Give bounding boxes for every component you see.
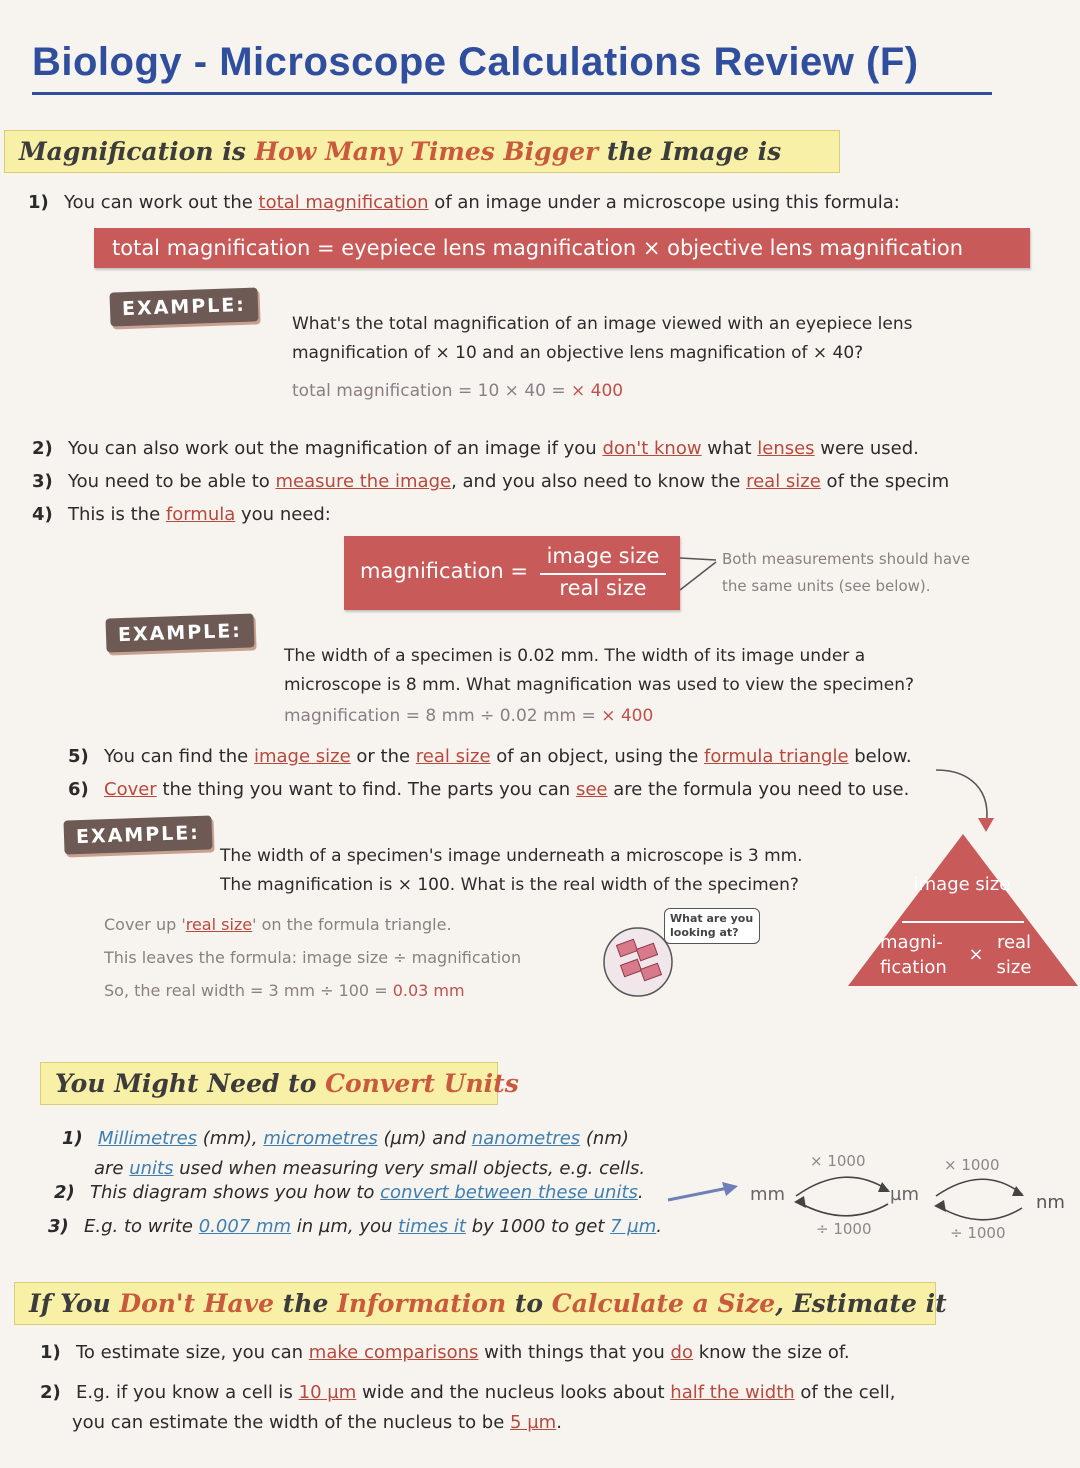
key-term: real size bbox=[185, 915, 253, 934]
text: E.g. to write bbox=[84, 1216, 199, 1237]
key-term: Cover bbox=[104, 779, 157, 800]
key-term: Millimetres bbox=[98, 1128, 198, 1149]
heading-text: If You bbox=[29, 1289, 120, 1318]
text: (µm) and bbox=[377, 1128, 472, 1149]
text: Cover up ' bbox=[104, 915, 186, 934]
example-2-question bbox=[284, 642, 914, 700]
paragraph-4 bbox=[32, 504, 331, 525]
item-number: 3) bbox=[32, 471, 53, 492]
title-underline bbox=[32, 92, 992, 95]
example-label-2: EXAMPLE: bbox=[105, 613, 254, 652]
key-term: half the width bbox=[670, 1382, 795, 1403]
note-line: Both measurements should have bbox=[722, 550, 971, 568]
heading-text: Magnification is bbox=[19, 137, 255, 166]
divide-1000-label-2: ÷ 1000 bbox=[950, 1224, 1006, 1242]
text: of the specim bbox=[820, 471, 950, 492]
item-number: 2) bbox=[54, 1182, 75, 1203]
example-3-working bbox=[104, 908, 521, 1007]
item-number: 1) bbox=[62, 1128, 83, 1149]
text: . bbox=[656, 1216, 662, 1237]
estimate-paragraph-2 bbox=[40, 1378, 895, 1438]
section-heading-convert-units bbox=[40, 1062, 519, 1105]
paragraph-1 bbox=[28, 192, 900, 213]
text: used when measuring very small objects, e.g. cells. bbox=[173, 1158, 646, 1179]
working-step-2: This leaves the formula: image size ÷ magnification bbox=[104, 948, 522, 967]
unit-um: µm bbox=[890, 1184, 919, 1205]
formula-magnification-box bbox=[344, 536, 680, 610]
key-term: measure the image bbox=[275, 471, 452, 492]
key-term: formula bbox=[165, 504, 236, 525]
key-term: lenses bbox=[757, 438, 815, 459]
fraction-bar bbox=[540, 573, 666, 575]
section-heading-magnification bbox=[4, 130, 840, 173]
key-term: real size bbox=[415, 746, 491, 767]
note-pointer-lines bbox=[680, 550, 720, 600]
heading-accent: Don't Have bbox=[119, 1289, 275, 1318]
text: below. bbox=[848, 746, 912, 767]
note-line: the same units (see below). bbox=[722, 577, 931, 595]
question-line: The magnification is × 100. What is the real width of the specimen? bbox=[220, 875, 799, 895]
text: You need to be able to bbox=[68, 471, 276, 492]
key-term: image size bbox=[253, 746, 351, 767]
text: the thing you want to find. The parts you can bbox=[156, 779, 576, 800]
text: This is the bbox=[68, 504, 166, 525]
text: in µm, you bbox=[291, 1216, 399, 1237]
text: you need: bbox=[235, 504, 331, 525]
heading-text: the bbox=[274, 1289, 338, 1318]
divide-1000-label-1: ÷ 1000 bbox=[816, 1220, 872, 1238]
key-term: 5 µm bbox=[510, 1412, 557, 1433]
text: , and you also need to know the bbox=[451, 471, 747, 492]
text: or the bbox=[350, 746, 416, 767]
text: are the formula you need to use. bbox=[607, 779, 910, 800]
example-2-calculation bbox=[284, 706, 653, 726]
text: This diagram shows you how to bbox=[90, 1182, 381, 1203]
formula-total-magnification: total magnification = eyepiece lens magnification × objective lens magnification bbox=[94, 228, 1030, 268]
item-number: 2) bbox=[40, 1382, 61, 1403]
heading-accent: How Many Times Bigger bbox=[254, 137, 599, 166]
heading-accent: Convert Units bbox=[325, 1069, 519, 1098]
text: were used. bbox=[814, 438, 919, 459]
text: know the size of. bbox=[692, 1342, 850, 1363]
triangle-right-real-size: real size bbox=[996, 932, 1032, 978]
times-1000-label-2: × 1000 bbox=[944, 1156, 1000, 1174]
text: (mm), bbox=[197, 1128, 264, 1149]
key-term: times it bbox=[398, 1216, 466, 1237]
key-term: see bbox=[575, 779, 608, 800]
paragraph-5 bbox=[68, 746, 912, 767]
units-paragraph-1 bbox=[62, 1124, 645, 1184]
example-1-calculation bbox=[292, 381, 623, 401]
text: of an image under a microscope using this formula: bbox=[428, 192, 900, 213]
formula-left: magnification = bbox=[360, 559, 528, 583]
key-term: micrometres bbox=[263, 1128, 378, 1149]
item-number: 2) bbox=[32, 438, 53, 459]
formula-numerator: image size bbox=[546, 544, 660, 568]
heading-text: , Estimate it bbox=[775, 1289, 947, 1318]
question-line: The width of a specimen is 0.02 mm. The width of its image under a bbox=[284, 646, 866, 666]
triangle-top-image-size: image size bbox=[913, 874, 1011, 895]
heading-text: You Might Need to bbox=[55, 1069, 326, 1098]
text: by 1000 to get bbox=[465, 1216, 611, 1237]
key-term: 7 µm bbox=[610, 1216, 657, 1237]
calc-text: magnification = 8 mm ÷ 0.02 mm = bbox=[284, 706, 602, 726]
heading-accent: Calculate a Size bbox=[551, 1289, 776, 1318]
text: you can estimate the width of the nucleus to be bbox=[72, 1412, 511, 1433]
working-step-3 bbox=[104, 974, 521, 1007]
formula-note bbox=[722, 546, 970, 600]
arrow-to-triangle-icon bbox=[930, 760, 1010, 840]
text: what bbox=[701, 438, 758, 459]
question-line: What's the total magnification of an image viewed with an eyepiece lens bbox=[292, 314, 913, 334]
question-line: The width of a specimen's image underneath a microscope is 3 mm. bbox=[220, 846, 803, 866]
text: of the cell, bbox=[794, 1382, 896, 1403]
calc-result: 0.03 mm bbox=[392, 981, 465, 1000]
item-number: 1) bbox=[28, 192, 49, 213]
item-number: 6) bbox=[68, 779, 89, 800]
item-number: 4) bbox=[32, 504, 53, 525]
key-term: convert between these units bbox=[380, 1182, 638, 1203]
triangle-left-magnification: magni- fication bbox=[880, 932, 947, 978]
units-paragraph-2 bbox=[54, 1182, 644, 1203]
key-term: formula triangle bbox=[704, 746, 849, 767]
text: E.g. if you know a cell is bbox=[76, 1382, 299, 1403]
question-line: magnification of × 10 and an objective lens magnification of × 40? bbox=[292, 343, 864, 363]
key-term: nanometres bbox=[471, 1128, 581, 1149]
text: with things that you bbox=[478, 1342, 671, 1363]
key-term: make comparisons bbox=[308, 1342, 479, 1363]
item-number: 5) bbox=[68, 746, 89, 767]
speech-bubble: What are you looking at? bbox=[664, 908, 760, 944]
text: are bbox=[94, 1158, 130, 1179]
heading-text-end: the Image is bbox=[598, 137, 782, 166]
key-term: don't know bbox=[602, 438, 702, 459]
key-term: do bbox=[670, 1342, 693, 1363]
text: . bbox=[556, 1412, 562, 1433]
heading-text: to bbox=[506, 1289, 552, 1318]
example-label-3: EXAMPLE: bbox=[63, 815, 212, 854]
unit-nm: nm bbox=[1036, 1192, 1065, 1213]
text: (nm) bbox=[580, 1128, 629, 1149]
example-1-question bbox=[292, 310, 912, 368]
item-number: 3) bbox=[48, 1216, 69, 1237]
item-number: 1) bbox=[40, 1342, 61, 1363]
text: So, the real width = 3 mm ÷ 100 = bbox=[104, 981, 393, 1000]
paragraph-3 bbox=[32, 471, 949, 492]
heading-accent: Information bbox=[337, 1289, 507, 1318]
key-term: units bbox=[129, 1158, 174, 1179]
paragraph-2 bbox=[32, 438, 919, 459]
times-1000-label-1: × 1000 bbox=[810, 1152, 866, 1170]
example-3-question bbox=[220, 842, 803, 900]
unit-mm: mm bbox=[750, 1184, 786, 1205]
paragraph-6 bbox=[68, 779, 909, 800]
section-heading-estimate bbox=[14, 1282, 947, 1325]
page-title: Biology - Microscope Calculations Review (F) bbox=[32, 40, 919, 84]
key-term: 10 µm bbox=[298, 1382, 357, 1403]
text: of an object, using the bbox=[490, 746, 704, 767]
text: You can also work out the magnification of an image if you bbox=[68, 438, 603, 459]
text: You can find the bbox=[104, 746, 254, 767]
calc-result: × 400 bbox=[601, 706, 654, 726]
text: wide and the nucleus looks about bbox=[356, 1382, 671, 1403]
key-term: real size bbox=[746, 471, 821, 492]
text: To estimate size, you can bbox=[76, 1342, 309, 1363]
units-paragraph-3 bbox=[48, 1216, 662, 1237]
key-term: total magnification bbox=[258, 192, 429, 213]
calc-result: × 400 bbox=[571, 381, 624, 401]
conversion-arrows-icon bbox=[790, 1168, 1030, 1224]
key-term: 0.007 mm bbox=[198, 1216, 292, 1237]
formula-denominator: real size bbox=[559, 576, 647, 600]
question-line: microscope is 8 mm. What magnification was used to view the specimen? bbox=[284, 675, 914, 695]
text: You can work out the bbox=[64, 192, 259, 213]
triangle-times: × bbox=[968, 944, 984, 965]
estimate-paragraph-1 bbox=[40, 1342, 850, 1363]
text: ' on the formula triangle. bbox=[252, 915, 452, 934]
calc-text: total magnification = 10 × 40 = bbox=[292, 381, 571, 401]
pointer-arrow-icon bbox=[664, 1180, 744, 1210]
text: . bbox=[637, 1182, 644, 1203]
working-step-1 bbox=[104, 908, 521, 941]
example-label-1: EXAMPLE: bbox=[109, 287, 258, 326]
